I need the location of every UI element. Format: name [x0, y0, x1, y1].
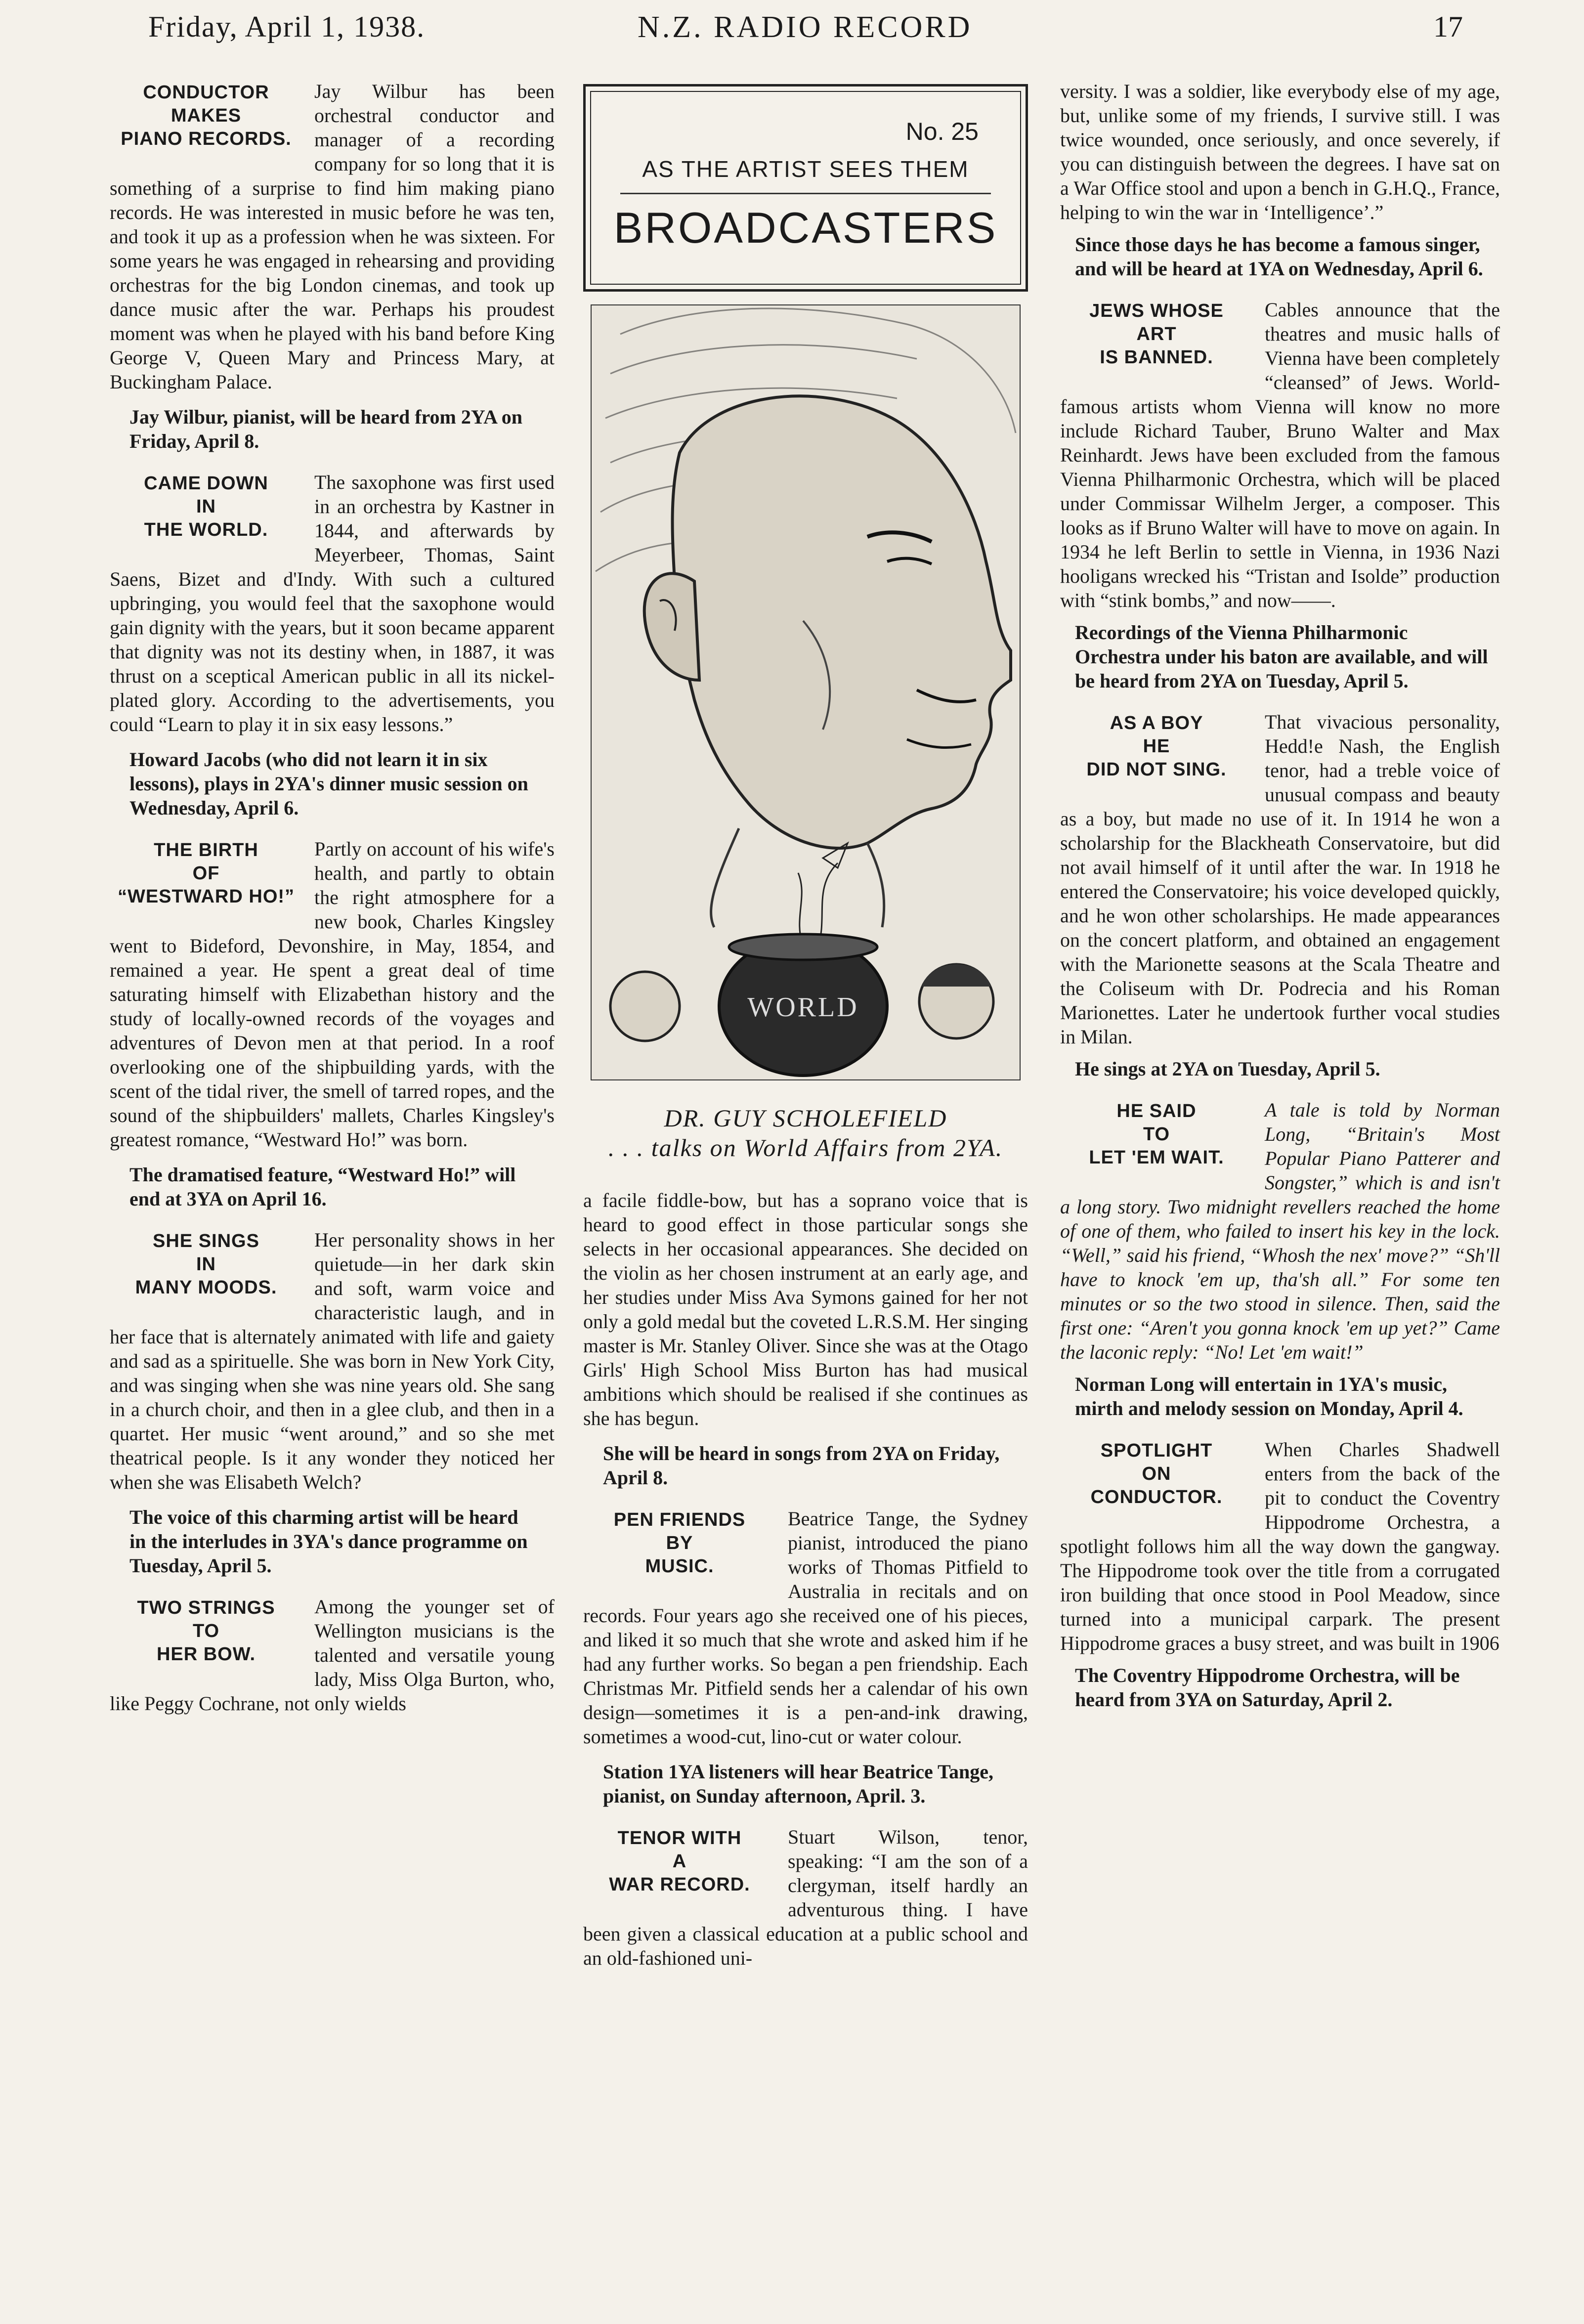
caricature-illustration: [591, 304, 1021, 1080]
article-heading: CAME DOWN IN THE WORLD.: [144, 473, 268, 540]
feature-rule: [620, 193, 991, 194]
caption-detail: . . . talks on World Affairs from 2YA.: [608, 1134, 1003, 1162]
article-body: TENOR WITH A WAR RECORD. Stuart Wilson, tenor, speaking: “I am the son of a clergyman, itself hardly an adventurous thing. I have been given a classical education at a public school and an old-fashioned uni-: [583, 1826, 1028, 1969]
article-pen-friends-by-music: [583, 1506, 1028, 1808]
broadcast-note: The voice of this charming artist will be heard in the interludes in 3YA's dance programme on Tuesday, April 5.: [129, 1506, 528, 1577]
issue-date: Friday, April 1, 1938.: [148, 10, 426, 43]
broadcast-note: The Coventry Hippodrome Orchestra, will be heard from 3YA on Saturday, April 2.: [1075, 1664, 1460, 1711]
publication-title: N.Z. RADIO RECORD: [638, 10, 973, 44]
caption-name: DR. GUY SCHOLEFIELD: [664, 1104, 947, 1132]
feature-subtitle: AS THE ARTIST SEES THEM: [642, 156, 969, 182]
article-came-down-in-the-world: [110, 470, 555, 820]
article-heading: CONDUCTOR MAKES PIANO RECORDS.: [121, 82, 292, 149]
article-body: PEN FRIENDS BY MUSIC. Beatrice Tange, the Sydney pianist, introduced the piano works of Thomas Pitfield to Australia in recitals and on records. Four years ago she received one of his pieces, and liked it so much that she wrote and asked him if he had any further works. So began a pen friendship. Each Christmas Mr. Pitfield sends her a calendar of his own design—sometimes it is a pen-and-ink drawing, sometimes a wood-cut, lino-cut or water colour.: [583, 1507, 1028, 1748]
broadcast-note: She will be heard in songs from 2YA on Friday, April 8.: [603, 1442, 1000, 1489]
article-body: SHE SINGS IN MANY MOODS. Her personality shows in her quietude—in her dark skin and soft, warm voice and characteristic laugh, and in her face that is alternately animated with life and gaiety and sad as a spirituelle. She was born in New York City, and was singing when she was nine years old. She sang in a church choir, and then in a glee club, and then in a quartet. Her music “went around,” and so she met theatrical people. Is it any wonder they noticed her when she was Elisabeth Welch?: [110, 1229, 555, 1493]
broadcast-note: He sings at 2YA on Tuesday, April 5.: [1075, 1058, 1380, 1080]
broadcast-note: Jay Wilbur, pianist, will be heard from 2YA on Friday, April 8.: [129, 406, 522, 452]
article-body: a facile fiddle-bow, but has a soprano voice that is heard to good effect in those particular songs she selects in her occasional appearances. She decided on the violin as her chosen instrument at an early age, and her studies under Miss Ava Symons gained for her not only a gold medal but the coveted L.R.S.M. Her singing master is Mr. Stanley Oliver. Since she was at the Otago Girls' High School Miss Burton has had musical ambitions which should be realised if she continues as she has begun.: [583, 1189, 1028, 1429]
article-heading: SHE SINGS IN MANY MOODS.: [135, 1231, 277, 1298]
broadcast-note: Recordings of the Vienna Philharmonic Orchestra under his baton are available, and will be heard from 2YA on Tuesday, April 5.: [1075, 621, 1488, 692]
column-3: [1060, 79, 1500, 1728]
article-heading: THE BIRTH OF “WESTWARD HO!”: [117, 840, 295, 907]
article-body: HE SAID TO LET 'EM WAIT. A tale is told by Norman Long, “Britain's Most Popular Piano Patterer and Songster,” which is and isn't a long story. Two midnight revellers reached the home of one of them, who failed to insert his key in the lock. “Well,” said his friend, “Whosh the nex' move?” “Sh'll have to knock 'em up, tha'sh all.” For some ten minutes or so the two stood in silence. Then, said the first one: “Aren't you gonna knock 'em up yet?” Came the laconic reply: “No! Let 'em wait!”: [1060, 1099, 1500, 1363]
article-jews-whose-art-is-banned: [1060, 298, 1500, 693]
article-spotlight-on-conductor: [1060, 1437, 1500, 1712]
article-two-strings-to-her-bow: [110, 1594, 555, 1716]
broadcast-note: Station 1YA listeners will hear Beatrice Tange, pianist, on Sunday afternoon, April. 3.: [603, 1761, 993, 1807]
article-body: JEWS WHOSE ART IS BANNED. Cables announce that the theatres and music halls of Vienna have been completely “cleansed” of Jews. World-famous artists whom Vienna will know no more include Richard Tauber, Bruno Walter and Max Reinhardt. Jews have been excluded from the famous Vienna Philharmonic Orchestra, which will be placed under Commissar Wilhelm Jerger, a composer. This looks as if Bruno Walter will have to move on again. In 1934 he left Berlin to settle in Vienna, in 1936 Nazi hooligans wrecked his “Tristan and Isolde” production with “stink bombs,” and now——.: [1060, 299, 1500, 611]
article-heading: HE SAID TO LET 'EM WAIT.: [1089, 1101, 1224, 1168]
column-1: [110, 79, 555, 1732]
article-heading: PEN FRIENDS BY MUSIC.: [613, 1509, 746, 1577]
article-heading: TENOR WITH A WAR RECORD.: [609, 1828, 750, 1895]
article-as-a-boy-he-did-not-sing: [1060, 710, 1500, 1081]
masthead: [0, 10, 1584, 59]
article-body: TWO STRINGS TO HER BOW. Among the younger set of Wellington musicians is the talented and versatile young lady, Miss Olga Burton, who, like Peggy Cochrane, not only wields: [110, 1595, 555, 1715]
article-conductor-makes-piano-records: [110, 79, 555, 453]
article-heading: JEWS WHOSE ART IS BANNED.: [1089, 301, 1224, 368]
illustration-caption: [583, 1103, 1028, 1162]
article-body: versity. I was a soldier, like everybody else of my age, but, unlike some of my friends, I survive still. I was twice wounded, once seriously, and once severely, if you can distinguish between the degrees. I have sat on a War Office stool and upon a bench in G.H.Q., France, helping to win the war in ‘Intelligence’.”: [1060, 80, 1500, 223]
broadcast-note: Howard Jacobs (who did not learn it in six lessons), plays in 2YA's dinner music session on Wednesday, April 6.: [129, 748, 528, 819]
article-body: AS A BOY HE DID NOT SING. That vivacious personality, Hedd!e Nash, the English tenor, had a treble voice of unusual compass and beauty as a boy, but made no use of it. In 1914 he won a scholarship for the Blackheath Conservatoire, but did not avail himself of it until after the war. In 1918 he entered the Conservatoire; his voice developed quickly, and he won other scholarships. He made appearances on the concert platform, and obtained an engagement with the Marionette seasons at the Scala Theatre and the Coliseum with Dr. Podrecia and his Roman Marionettes. Later he undertook further vocal studies in Milan.: [1060, 711, 1500, 1048]
article-heading: AS A BOY HE DID NOT SING.: [1086, 713, 1227, 780]
article-body: SPOTLIGHT ON CONDUCTOR. When Charles Shadwell enters from the back of the pit to conduct the Coventry Hippodrome Orchestra, a spotlight follows him all the way down the gangway. The Hippodrome took over the title from a corrugated iron building that once stood in Pool Meadow, since turned into a municipal carpark. The present Hippodrome graces a busy street, and was built in 1906: [1060, 1438, 1500, 1654]
broadcast-note: Since those days he has become a famous singer, and will be heard at 1YA on Wednesday, April 6.: [1075, 233, 1483, 280]
article-he-said-to-let-em-wait: [1060, 1098, 1500, 1420]
page-number: 17: [1433, 10, 1463, 43]
article-body: CAME DOWN IN THE WORLD. The saxophone was first used in an orchestra by Kastner in 1844, and afterwards by Meyerbeer, Thomas, Saint Saens, Bizet and d'Indy. With such a cultured upbringing, you would feel that the saxophone would gain dignity with the years, but it soon became apparent that dignity was not its destiny when, in 1887, it was thrust on a sceptical American public in all its nickel-plated glory. According to the advertisements, you could “Learn to play it in six easy lessons.”: [110, 471, 555, 735]
article-olga-burton-continued: [583, 1188, 1028, 1490]
feature-number: No. 25: [905, 118, 979, 145]
article-she-sings-in-many-moods: [110, 1228, 555, 1578]
article-heading: TWO STRINGS TO HER BOW.: [137, 1597, 275, 1665]
article-heading: SPOTLIGHT ON CONDUCTOR.: [1090, 1440, 1223, 1507]
broadcast-note: The dramatised feature, “Westward Ho!” will end at 3YA on April 16.: [129, 1163, 516, 1210]
broadcast-note: Norman Long will entertain in 1YA's music, mirth and melody session on Monday, April 4.: [1075, 1373, 1463, 1420]
article-birth-of-westward-ho: [110, 837, 555, 1211]
article-tenor-with-a-war-record: [583, 1825, 1028, 1970]
article-body: CONDUCTOR MAKES PIANO RECORDS. Jay Wilbur has been orchestral conductor and manager of a recording company for so long that it is something of a surprise to find him making piano records. He was interested in music before he was ten, and took it up as a profession when he was sixteen. For some years he was engaged in rehearsing and providing orchestras for the big London cinemas, and took up dance music after the war. Perhaps his proudest moment was when he played with his band before King George V, Queen Mary and Princess Mary, at Buckingham Palace.: [110, 80, 555, 393]
globe-label: WORLD: [747, 992, 859, 1023]
article-stuart-wilson-continued: [1060, 79, 1500, 281]
column-2: [583, 79, 1028, 1987]
article-body: THE BIRTH OF “WESTWARD HO!” Partly on account of his wife's health, and partly to obtain the right atmosphere for a new book, Charles Kingsley went to Bideford, Devonshire, in May, 1854, and remained a year. He spent a great deal of time saturating himself with Elizabethan history and the study of locally-owned records of the voyages and adventures of Devon men at that period. In a roof overlooking one of the shipbuilding yards, with the scent of the tidal river, the smell of tarred ropes, and the sound of the shipbuilders' mallets, Charles Kingsley's greatest romance, “Westward Ho!” was born.: [110, 838, 555, 1151]
feature-title: BROADCASTERS: [613, 203, 998, 252]
feature-title-box: [583, 84, 1028, 292]
